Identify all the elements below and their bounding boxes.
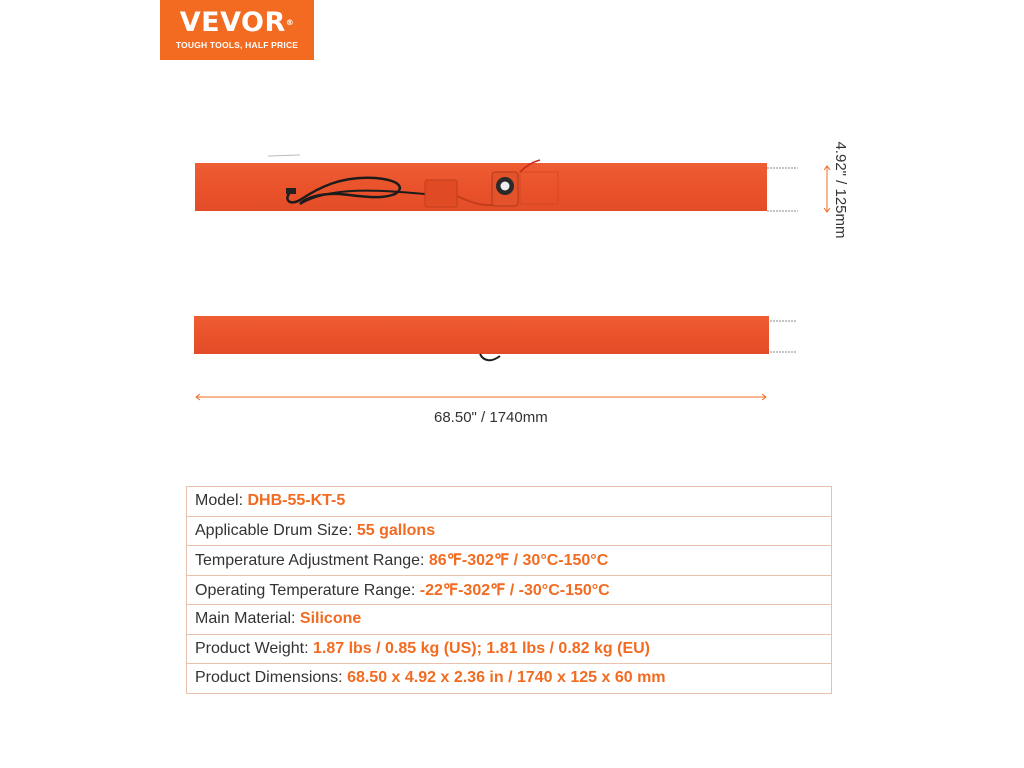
logo-tagline: TOUGH TOOLS, HALF PRICE	[175, 40, 299, 50]
logo-wordmark: VEVOR	[179, 7, 286, 38]
spec-value: -22℉-302℉ / -30°C-150°C	[419, 581, 610, 599]
spec-value: DHB-55-KT-5	[247, 492, 346, 510]
red-wire	[520, 160, 540, 172]
length-dimension-label: 68.50" / 1740mm	[434, 409, 548, 426]
spec-row-material	[187, 605, 832, 635]
spec-value: 68.50 x 4.92 x 2.36 in / 1740 x 125 x 60 mm	[347, 669, 666, 687]
height-dimension-label: 4.92" / 125mm	[832, 141, 849, 239]
specifications-table	[186, 486, 832, 694]
spec-label: Operating Temperature Range:	[195, 581, 420, 599]
spec-label: Model:	[195, 492, 248, 510]
plug-icon	[286, 188, 296, 194]
cord-under-strip	[480, 354, 500, 360]
spec-row-operating-range	[187, 575, 832, 605]
spec-value: 1.87 lbs / 0.85 kg (US); 1.81 lbs / 0.82 kg (EU)	[312, 639, 651, 657]
spec-label: Temperature Adjustment Range:	[195, 552, 429, 570]
pocket-seam	[520, 172, 558, 204]
spring-hooks-bottom	[770, 321, 796, 352]
spec-label: Applicable Drum Size:	[195, 521, 357, 539]
spec-label: Product Dimensions:	[195, 669, 348, 687]
spec-row-weight	[187, 634, 832, 664]
spec-value: 86℉-302℉ / 30°C-150°C	[428, 552, 609, 570]
spec-value: 55 gallons	[356, 521, 436, 539]
junction-box	[425, 180, 457, 207]
spec-value: Silicone	[299, 610, 362, 628]
logo-registered-mark: ®	[285, 18, 295, 27]
spec-label: Product Weight:	[195, 639, 313, 657]
spring-hooks-top	[767, 168, 798, 211]
spec-row-adjustment-range	[187, 546, 832, 576]
spec-row-model	[187, 487, 832, 517]
cord-end-line	[268, 155, 300, 156]
spec-label: Main Material:	[195, 610, 300, 628]
spec-row-drum-size	[187, 516, 832, 546]
spec-row-dimensions	[187, 664, 832, 694]
